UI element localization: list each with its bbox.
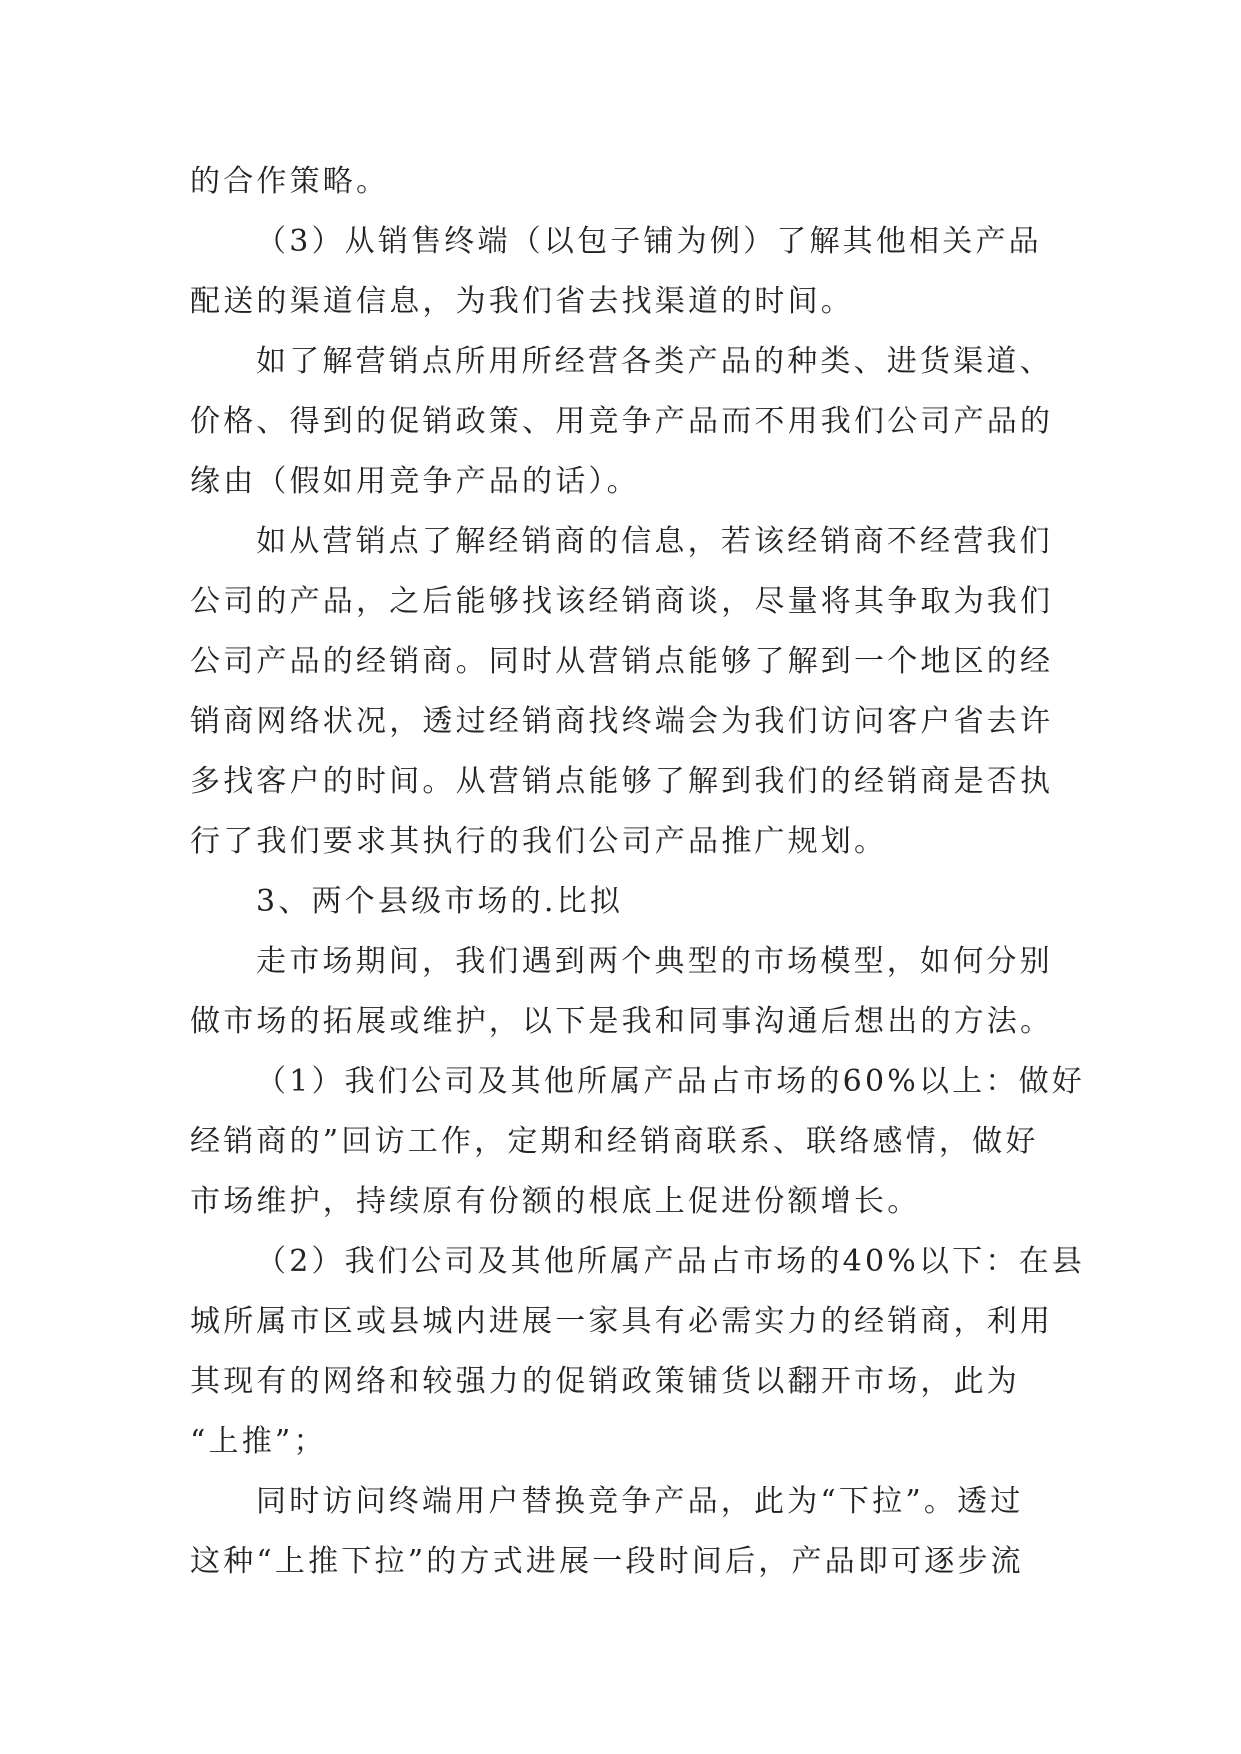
text-line: 价格、得到的促销政策、用竞争产品而不用我们公司产品的 [190, 404, 1054, 439]
text-line: 的合作策略。 [190, 164, 390, 199]
text-line: 缘由（假如用竞争产品的话）。 [190, 464, 640, 499]
text-line: 做市场的拓展或维护，以下是我和同事沟通后想出的方法。 [190, 1004, 1054, 1039]
text-line: （2）我们公司及其他所属产品占市场的40%以下：在县 [256, 1244, 1085, 1279]
text-line: 配送的渠道信息，为我们省去找渠道的时间。 [190, 284, 854, 319]
text-line: 销商网络状况，透过经销商找终端会为我们访问客户省去许 [190, 704, 1054, 739]
text-line: 经销商的”回访工作，定期和经销商联系、联络感情，做好 [190, 1124, 1039, 1159]
text-line: 城所属市区或县城内进展一家具有必需实力的经销商，利用 [190, 1304, 1054, 1339]
text-line: 走市场期间，我们遇到两个典型的市场模型，如何分别 [256, 944, 1053, 979]
text-line: （1）我们公司及其他所属产品占市场的60%以上：做好 [256, 1064, 1085, 1099]
text-line: 市场维护，持续原有份额的根底上促进份额增长。 [190, 1184, 921, 1219]
text-line: 同时访问终端用户替换竞争产品，此为“下拉”。透过 [256, 1484, 1024, 1519]
text-line: 公司的产品，之后能够找该经销商谈，尽量将其争取为我们 [190, 584, 1054, 619]
text-line: （3）从销售终端（以包子铺为例）了解其他相关产品 [256, 224, 1042, 259]
text-line: 这种“上推下拉”的方式进展一段时间后，产品即可逐步流 [190, 1544, 1024, 1579]
text-line: “上推”； [190, 1424, 327, 1459]
text-line: 如了解营销点所用所经营各类产品的种类、进货渠道、 [256, 344, 1053, 379]
body-text [190, 152, 1085, 1592]
text-line: 行了我们要求其执行的我们公司产品推广规划。 [190, 824, 888, 859]
text-line: 其现有的网络和较强力的促销政策铺货以翻开市场，此为 [190, 1364, 1020, 1399]
text-line: 多找客户的时间。从营销点能够了解到我们的经销商是否执 [190, 764, 1054, 799]
text-line: 如从营销点了解经销商的信息，若该经销商不经营我们 [256, 524, 1053, 559]
text-line: 公司产品的经销商。同时从营销点能够了解到一个地区的经 [190, 644, 1054, 679]
text-line: 3、两个县级市场的.比拟 [256, 884, 624, 919]
